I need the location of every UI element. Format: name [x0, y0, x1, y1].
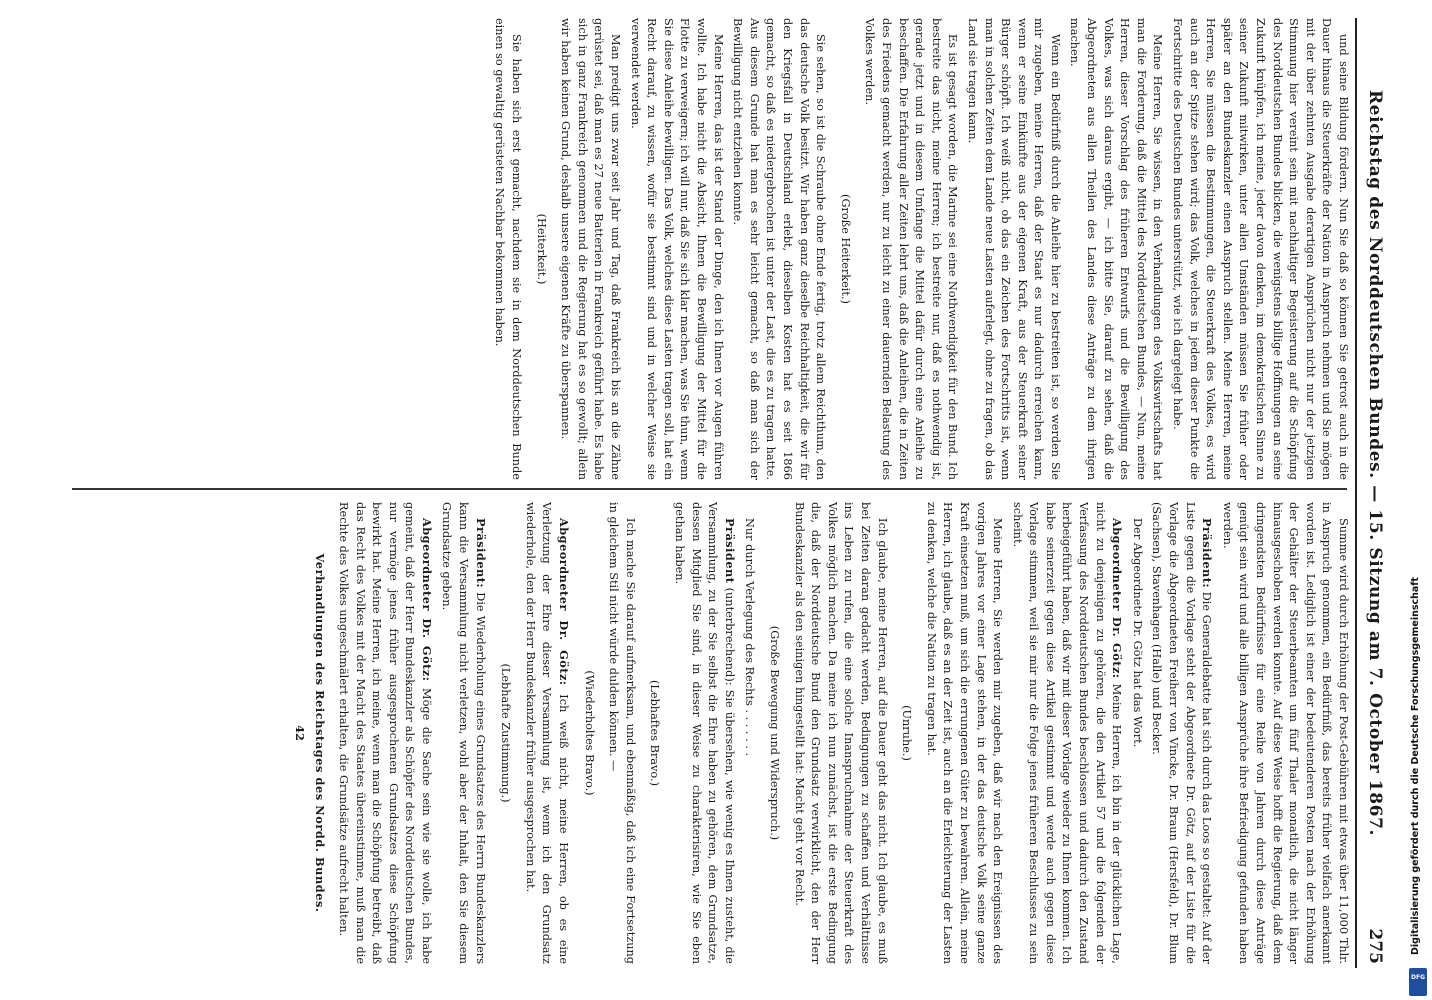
dfg-logo-text: DFG [1410, 974, 1425, 981]
paragraph: Der Abgeordnete Dr. Götz hat das Wort. [1130, 518, 1144, 748]
digitization-sidebar [1407, 0, 1431, 1000]
speech-text: Die Wiederholung eines Grundsatzes des Herrn Bundeskanzlers kann die Versammlung nicht verletzen, wohl aber der Inhalt, den Sie diesem Grundsatze geben. [440, 502, 487, 964]
stage-direction: (Große Bewegung und Widerspruch.) [768, 625, 781, 841]
stage-direction: (Große Heiterkeit.) [838, 194, 852, 304]
paragraph: Summe wird durch Erhöhung der Post-Gebühren mit etwas über 11,000 Thlr. in Anspruch genommen, ein Bedürfniß, das bereits früher vielfach anerkannt worden ist. Lediglich ist einer der bedeutenderen Posten nach der Erhöhung der Gehälter der Steuerbeamten um fünf Thaler monatlich, die nicht länger hinausgeschoben werden konnte. Auf diese Weise hofft die Regierung, daß dem dringendsten Bedürfnisse für eine Reihe von Jahren durch diese Anträge genügt sein wird und alle billigen Ansprüche ihre Befriedigung gefunden haben werden. [1220, 502, 1350, 964]
paragraph: Ich mache Sie darauf aufmerksam, und ebenmäßig, daß ich eine Fortsetzung in gleichem Stil nicht würde dulden können. — [607, 502, 637, 964]
speaker-name: Abgeordneter Dr. Götz: [419, 518, 434, 682]
paragraph [521, 502, 572, 964]
stage-direction: (Lebhaftes Bravo.) [648, 679, 662, 787]
stage-direction: (Heiterkeit.) [534, 213, 548, 285]
signature-mark: 42 [292, 725, 307, 741]
speech-text: (unterbrechend): Sie übersehen, wie wenig es Ihnen zusteht, die Versammlung, zu der Sie selbst die Ehre haben zu gehören, dem Grundsatze, dessen Mitglied Sie sind, in dieser Weise zu charakterisiren, wie Sie eben gethan haben. [673, 502, 736, 964]
paragraph: Meine Herren, Sie werden mir zugeben, daß wir nach den Ereignissen des vorigen Jahres vor einer Lage stehen, in der das deutsche Volk seine ganze Kraft einsetzen muß, um sich die errungenen Güter zu bewahren. Allein, meine Herren, ich glaube, daß es an der Zeit ist, auch an die Erleichterung der Lasten zu denken, welche die Nation zu tragen hat. [924, 502, 1005, 964]
page-title: Reichstag des Norddeutschen Bundes. — 15. Sitzung am 7. October 1867. [1365, 89, 1385, 837]
paragraph: Man predigt uns zwar seit Jahr und Tag, daß Frankreich bis an die Zähne gerüstet sei, daß man es 27 neue Batterien in Frankreich geführt habe. Es habe sich in ganz Frankreich genommen und die Regierung hat es so gewollt; allein wir haben keinen Grund, deshalb unsere eigenen Kräfte zu überspannen. [559, 18, 623, 480]
paragraph [438, 502, 489, 964]
paragraph: Wenn ein Bedürfniß durch die Anleihe hier zu bestreiten ist, so werden Sie mir zugeben, meine Herren, daß der Staat es nur dadurch erreichen kann, wenn er seine Einkünfte aus der eigenen Kraft, aus der Steuerkraft seiner Bürger schöpft. Ich weiß nicht, ob das ein Zeichen des Fortschritts ist, wenn man in solchen Zeiten dem Lande neue Lasten auferlegt, ohne zu fragen, ob das Land sie tragen kann. [965, 18, 1062, 480]
stage-direction: (Wiederholtes Bravo.) [582, 670, 596, 796]
left-column [46, 18, 1351, 480]
stage-direction: (Unruhe.) [900, 705, 914, 761]
paragraph: und seine Bildung fördern. Nun Sie daß so können Sie getrost auch in die Dauer hinaus die Steuerkräfte der Nation in Anspruch nehmen und Sie mögen mit der über zehnten Ausgabe derartigen Ansprüchen nicht nur der jetzigen Stimmung hier vereint sein mit nachhaltiger Begeisterung auf die Schöpfung des Norddeutschen Bundes blicken, die wenigstens billige Hoffnungen an seine Zukunft knüpfen, ich meine, jeder davon denken, im demokratischen Sinne zu seiner Zukunft mitwirken, unter allen Umständen müssen Sie früher oder später an den Bundeskanzler einen Anspruch stellen. Meine Herren, meine Herren, Sie müssen die Bestimmungen, die Steuerkraft des Volkes, es wird auch an der Spitze stehen wird; das Volk, welches in jedem dieser Punkte die Fortschritte des Deutschen Bundes unterstützt, wie ich dargelegt habe. [1171, 18, 1350, 480]
paragraph [1148, 502, 1215, 964]
footer-title: Verhandlungen des Reichstages des Nordd. Bundes. [313, 553, 328, 913]
paragraph: Sie sehen, so ist die Schraube ohne Ende fertig, trotz allem Reichthum, den das deutsche Volk besitzt. Wir haben ganz dieselbe Reichhaltigkeit, die wir für den Kriegsfall in Deutschland erlebt, dieselben Kosten hat es seit 1866 gemacht, so daß es niedergebrochen ist unter der Last, die es zu tragen hatte. Aus diesem Grunde hat man es sehr leicht gemacht, so daß man sich der Bewilligung nicht entziehen konnte. [731, 18, 828, 480]
stage-direction: (Lebhafte Zustimmung.) [499, 663, 513, 803]
speech-text: Möge die Sache sein wie sie wolle, ich habe gemeint, daß der Herr Bundeskanzler als Schöpfer des Norddeutschen Bundes, nur vermöge jenes früher ausgesprochenen Grundsatzes diese Schöpfung bewirkt hat. Meine Herren, ich meine, wenn man die Schöpfung betreibt, daß das Recht des Volkes mit der Macht des Staates übereinstimme, muß man die Rechte des Volkes ungeschmälert erhalten, die Grundsätze aufrecht halten. [336, 502, 433, 964]
paragraph: Nur durch Verlegung des Rechts . . . . . . . [743, 518, 757, 757]
paragraph: Es ist gesagt worden, die Marine sei eine Nothwendigkeit für den Bund. Ich bestreite das nicht, meine Herren; ich bestreite nur, daß es nothwendig ist, gerade jetzt und in diesem Umfange die Mittel dafür durch eine Anleihe zu beschaffen. Die Erfahrung aller Zeiten lehrt uns, daß die Anleihen, die in Zeiten des Friedens gemacht werden, nur zu leicht zu einer dauernden Belastung des Volkes werden. [863, 18, 960, 480]
speech-text: Ich weiß nicht, meine Herren, ob es eine Verletzung der Ehre dieser Versammlung ist, wenn ich den Grundsatz wiederhole, den der Herr Bundeskanzler früher ausgesprochen hat. [523, 502, 571, 964]
speech-text: Meine Herren, ich bin in der glücklichen Lage, nicht zu denjenigen zu gehören, die den Artikel 57 und die folgenden der Verfassung des Norddeutschen Bundes beschlossen und dadurch den Zustand herbeigeführt haben, daß wir mit dieser Vorlage wieder zu Ihnen kommen. Ich habe seinerzeit gegen diese Artikel gestimmt und werde auch gegen diese Vorlage stimmen, weil sie mir nur die Folge jenes früheren Beschlusses zu sein scheint. [1010, 502, 1124, 964]
speaker-name: Präsident [722, 518, 737, 584]
speaker-name: Präsident: [1200, 518, 1215, 589]
paragraph: Sie haben sich erst gemacht, nachdem sie in dem Norddeutschen Bunde einen so gewaltig gerüsteten Nachbar bekommen haben. [493, 18, 524, 480]
paragraph: Meine Herren, das ist der Stand der Dinge, den ich Ihnen vor Augen führen wollte. Ich habe nicht die Absicht, Ihnen die Bewilligung der Mittel für die Flotte zu verweigern; ich will nur, daß Sie sich klar machen, was Sie thun, wenn Sie diese Anleihe bewilligen. Das Volk, welches diese Lasten tragen soll, hat ein Recht darauf, zu wissen, wofür sie bestimmt sind und in welcher Weise sie verwendet werden. [628, 18, 725, 480]
speaker-name: Präsident: [473, 518, 488, 589]
speech-text: Die Generaldebatte hat sich durch das Loos so gestaltet: Auf der Liste gegen die Vorlage steht der Abgeordnete Dr. Götz, auf der Liste für die Vorlage die Abgeordneten Freiherr von Vincke, Dr. Braun (Hersfeld), Dr. Blum (Sachsen), Stavenhagen (Halle) und Becker. [1150, 502, 1214, 964]
paragraph: Meine Herren, Sie wissen, in den Verhandlungen des Volkswirtschafts hat man die Forderung, daß die Mittel des Norddeutschen Bundes, — Nun, meine Herren, dieser Vorschlag des früheren Entwurfs und die Bewilligung des Volkes, was sich daraus ergibt, — ich bitte Sie, darauf zu sehen, daß die Abgeordneten aus allen Theilen des Landes diese Anträge zu dem ihrigen machen. [1068, 18, 1165, 480]
running-header [1355, 18, 1387, 968]
right-column [46, 502, 1351, 964]
dfg-logo [1409, 968, 1427, 996]
paragraph [670, 502, 737, 964]
paragraph [1008, 502, 1125, 964]
paragraph [334, 502, 435, 964]
column-divider [72, 488, 1347, 490]
digitization-note: Digitalisierung gefördert durch die Deutsche Forschungsgemeinschaft [1410, 577, 1421, 955]
paragraph: Ich glaube, meine Herren, auf die Dauer geht das nicht. Ich glaube, es muß bei Zeiten daran gedacht werden, Bedingungen zu schaffen und Verhältnisse ins Leben zu rufen, die eine solche Inanspruchnahme der Steuerkraft des Volkes möglich machen. Da meine ich nun zunächst, ist die erste Bedingung die, daß der Norddeutsche Bund den Grundsatz verwirklicht, den der Herr Bundeskanzler als den seinigen hingestellt hat: Macht geht vor Recht. [792, 502, 889, 964]
speaker-name: Abgeordneter Dr. Götz: [1110, 518, 1125, 679]
page-number: 275 [1365, 928, 1385, 964]
speaker-name: Abgeordneter Dr. Götz: [557, 518, 572, 686]
